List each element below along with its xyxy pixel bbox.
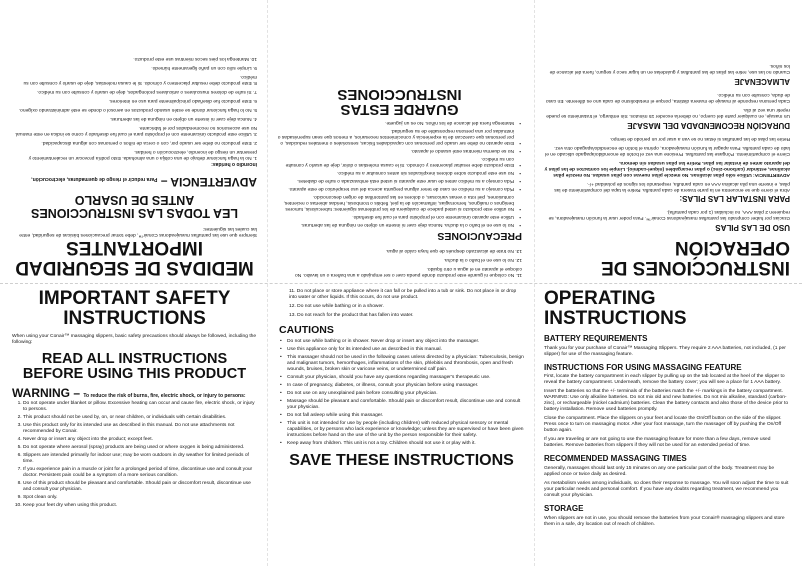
- spanish-safety-panel: [0, 0, 267, 283]
- list-item: • No utilice este producto si usted padece de cualquiera de los problemas siguientes: tuberculosis, tumores benignos o malignos, hemorragias, inflamación de la piel, flebitis o trombosis, heridas abiertas o recientes, contusiones, piel rota o venas varicosas, o dolores en las pantorrillas de origen desconocido.: [277, 193, 514, 211]
- continued-item-13: 13. Do not reach for the product that has fallen into water.: [289, 312, 414, 318]
- battery-text: Thank you for your purchase of Conair™ Massaging Slippers. They require 2 AAA batteries, not included, (1 per slipper) for use of the massaging feature.: [544, 345, 786, 357]
- massage-text-4: If you are traveling or are not going to use the massaging feature for more than a few days, remove used batteries. Remove batteries from slippers if they will not be used for an extended period of time.: [544, 437, 771, 449]
- list-item: 2. Este producto no debe ser usado por, con o cerca de niños o personas con alguna discapacidad.: [41, 139, 257, 145]
- list-item: 7. Si sufre de dolores musculares o articulares prolongados, deje de usarlo y consulte con su médico.: [37, 88, 257, 94]
- spanish-warning-text: ADVERTENCIA: Utilice sólo pilas alcalinas. No mezcle pilas nuevas con pilas usadas. No mezcle pilas alcalinas, estándar (carbono-zinc) o pilas recargables (níquel-cadmio). Limpie los contactos de las pilas y del aparato antes de instalar las pilas. Retire las pilas usadas sin demora.: [544, 159, 790, 177]
- list-item: • Massage should be pleasant and comfortable. Should pain or discomfort result, discontinue use and consult your physician.: [287, 399, 524, 411]
- safety-intro: When using your Conair™ massaging slippers, basic safety precautions should always be followed, including the following:: [12, 333, 257, 345]
- spanish-prec-lead-13: 13. No trate de alcanzarlo después de que haya caído al agua.: [385, 248, 522, 254]
- list-item: • Keep away from children. This unit is not a toy. Children should not use it or play with it.: [287, 441, 524, 447]
- list-item: • Mantenga fuera del alcance de los niños. No es un juguete.: [277, 120, 514, 126]
- safety-title: IMPORTANT SAFETY INSTRUCTIONS: [38, 288, 231, 329]
- spanish-prec-lead-11: 11. No coloque ni guarde este producto donde pueda caer o ser empujado a una bañera o un lavabo. No coloque el aparato en el agua u otro líquido.: [295, 266, 522, 277]
- list-item: 8. Use of this product should be pleasant and comfortable. Should pain or discomfort result, discontinue use and consult your physician.: [23, 481, 257, 493]
- list-item: 4. Never drop or insert any object into the product; except feet.: [23, 437, 257, 443]
- list-item: 3. Use this product only for its intended use as described in this manual. Do not use attachments not recommended by Conair.: [23, 423, 257, 435]
- list-item: • This unit is not intended for use by people (including children) with reduced physical sensory or mental capabilities, or by persons who lack experience or knowledge; unless they are supervised or have been given instructions before hand on the use of the unit by the person responsible for their safety.: [287, 421, 524, 439]
- list-item: • Use this appliance only for its intended use as described in this manual.: [287, 347, 524, 353]
- list-item: • In case of pregnancy, diabetes, or illness, consult your physician before using massager.: [287, 383, 524, 389]
- continued-item-12: 12. Do not use while bathing or in a shower.: [289, 303, 384, 309]
- list-item: • This massager should not be used in the following cases unless directed by a physician: Tuberculosis, benign and malignant tumors, hemorrhages, inflammations of the skin, phlebitis and thrombosis, open and fresh wounds, bruises, broken skin or varicose veins, or undetermined calf pain.: [287, 355, 524, 373]
- list-item: 7. If you experience pain in a muscle or joint for a prolonged period of time, discontinue use and consult your doctor. Persistent pain could be a symptom of a more serious condition.: [23, 467, 257, 479]
- cautions-list: [279, 339, 524, 447]
- list-item: 6. Slippers are intended primarily for indoor use; may be worn outdoors in dry weather for limited periods of time.: [23, 453, 257, 465]
- list-item: 10. Keep your feet dry when using this product.: [23, 503, 257, 509]
- spanish-read-all-heading: LEA TODAS LAS INSTRUCCIONES ANTES DE USARLO: [31, 193, 238, 221]
- continued-item-11: 11. Do not place or store appliance where it can fall or be pulled into a tub or sink. Do not place in or drop into water or other liquids. If this occurs, do not use product.: [289, 289, 517, 300]
- list-item: 4. Nunca deje caer ni inserte un objeto en ninguna de las aberturas.: [109, 115, 257, 121]
- battery-heading: BATTERY REQUIREMENTS: [544, 333, 648, 343]
- massage-text-2: Insert the batteries so that the +/- terminals of the batteries match the +/- markings in the battery compartment. WARNING: Use only alkaline batteries. Do not mix old and new batteries. Do not mix alkaline, standard (carbon-zinc), or rechargeable (nickel cadmium) batteries. Clean the battery contacts and also those of the device prior to battery installation. Remove used batteries promptly.: [544, 389, 789, 413]
- list-item: • Do not use on any unexplained pain before consulting your physician.: [287, 391, 524, 397]
- warning-heading: WARNING – To reduce the risk of burns, fire, electric shock, or injury to persons:: [12, 386, 246, 401]
- list-item: 8. Este producto debe resultar placentero y cómodo. Si le causa molestias, deje de usarlo y consulte con su médico.: [23, 73, 257, 85]
- list-item: • No lo use en el baño o la ducha. Nunca deje caer ni inserte un objeto en ninguna de las aberturas.: [277, 221, 514, 227]
- spanish-storage-text: Cuando no las use, retire las pilas de las pantuflas y guárdelas en un lugar seco y seguro, fuera del alcance de los niños.: [549, 63, 790, 75]
- spanish-install-text: Abra el cierre que se encuentra en la parte trasera de cada pantufla. Retire la tapa del compartimiento de las pilas, e inserte una pila alcalina AAA en cada pantufla, respetando los signos de polaridad +/-.: [554, 180, 790, 192]
- storage-text: When slippers are not in use, you should remove the batteries from your Conair® massaging slippers and store them in a safe, dry location out of reach of children.: [544, 515, 785, 527]
- list-item: 1. No la haga funcionar debajo de una cobija o una almohada. Esto podría provocar un recalentamiento y presentar un riesgo de incendio, electrocución o heridas.: [28, 148, 257, 160]
- operating-panel: [534, 283, 802, 566]
- cautions-heading: CAUTIONS: [279, 323, 334, 336]
- massage-heading: INSTRUCTIONS FOR USING MASSAGING FEATURE: [544, 362, 742, 372]
- spanish-storage-heading: ALMACENAJE: [734, 77, 790, 87]
- storage-heading: STORAGE: [544, 503, 584, 513]
- spanish-precautions-list: [277, 120, 522, 228]
- spanish-warning-heading: ADVERTENCIA – Para reducir el riesgo de quemaduras, electrocución, incendio o heridas:: [31, 161, 257, 189]
- list-item: • Do not use while bathing or in shower. Never drop or insert any object into the massager.: [287, 339, 524, 345]
- safety-list: [12, 401, 257, 509]
- list-item: 9. Spot clean only.: [23, 495, 257, 501]
- spanish-remove-text: Retire las pilas de las pantuflas si éstas no se van a usar por un periodo de tiempo.: [609, 135, 790, 141]
- list-item: 6. Este producto fue diseñado principalmente para uso en interiores.: [108, 97, 257, 103]
- spanish-onoff-text: Cierre el compartimiento. Póngase las pantuflas. Presione una vez el botón de encendido/apagado ubicado en el lado de cada pantufla. Para apagar la función masajeadora, oprima el botón de encendido/apagado otra vez.: [545, 144, 790, 156]
- spanish-precautions-panel: [267, 0, 534, 283]
- operating-title: OPERATING INSTRUCTIONS: [544, 288, 687, 329]
- cautions-panel: [267, 283, 534, 566]
- spanish-prec-lead-12: 12. No lo use en el baño o la ducha.: [443, 257, 522, 263]
- times-heading: RECOMMENDED MASSAGING TIMES: [544, 454, 687, 464]
- list-item: • Pida consejo a su médico en caso de tener alguna pregunta acerca del uso terapéutico de este aparato.: [277, 185, 514, 191]
- list-item: • Este producto debe resultar placentero y cómodo. Si le causa molestias o dolor, deje de usarlo y consulte con su médico.: [277, 155, 514, 167]
- list-item: • No use este producto sobre dolores inexplicados sin antes consultar a su médico.: [277, 169, 514, 175]
- list-item: 2. This product should not be used by, on, or near children, or individuals with certain disabilities.: [23, 415, 257, 421]
- list-item: • Este aparato no debe ser usado por personas con capacidades físicas, sensoriales o mentales reducidas, o por personas que carezcan de la experiencia y conocimientos necesarios, a menos que sean supervisadas o instruidas por una persona responsable de su seguridad.: [277, 127, 514, 145]
- spanish-safety-title: MEDIDAS DE SEGURIDAD IMPORTANTES: [15, 237, 254, 278]
- spanish-duration-text: Un masaje, en cualquier parte del cuerpo, no debería exceder 15 minutos. Sin embargo, el tratamiento se puede repetir una vez al día.: [546, 107, 790, 119]
- list-item: 3. Utilice este producto únicamente con el propósito para el cual fue diseñado y como se indica en este manual. No use accesorios no recomendados por el fabricante.: [14, 124, 257, 136]
- massage-text-1: First, locate the battery compartment in each slipper by pulling up on the tab located at the heel of the slipper to reveal the battery compartment. Underneath, remove the battery cover; you will see a place for 1 AAA battery.: [544, 374, 785, 386]
- list-item: 5. Do not operate where aerosol (spray) products are being used or where oxygen is being administered.: [23, 445, 257, 451]
- spanish-operating-title: INSTRUCCIONES DE OPERACIÓN: [601, 237, 790, 278]
- list-item: 1. Do not operate under blanket or pillow. Excessive heating can occur and cause fire, electric shock, or injury to persons.: [23, 401, 257, 413]
- save-instructions-heading: SAVE THESE INSTRUCTIONS: [289, 451, 514, 469]
- list-item: • Do not fall asleep while using this massager.: [287, 413, 524, 419]
- massage-text-3: Close the compartment. Place the slippers on your feet and locate the On/Off button on the side of the slipper. Press once to turn on massaging motor. After your foot massage, turn the massager off by pushing the On/Off button again.: [544, 416, 782, 434]
- spanish-precautions-heading: PRECAUCIONES: [437, 230, 522, 243]
- list-item: • Pida consejo a su médico antes de usar este aparato si usted está embarazada o sufre de diabetes.: [277, 177, 514, 183]
- list-item: • No se duerma mientras esté usando el aparato.: [277, 147, 514, 153]
- safety-panel: [0, 283, 267, 566]
- spanish-operating-panel: [534, 0, 802, 283]
- spanish-save-heading: GUARDE ESTAS INSTRUCCIONES: [337, 85, 462, 119]
- spanish-install-heading: PARA INSTALAR LAS PILAS:: [679, 194, 790, 204]
- spanish-duration-heading: DURACIÓN RECOMENDADA DEL MASAJE: [627, 120, 790, 130]
- read-all-heading: READ ALL INSTRUCTIONS BEFORE USING THIS PRODUCT: [22, 350, 247, 383]
- list-item: 9. Limpie sólo con un paño ligeramente húmedo.: [151, 64, 257, 70]
- spanish-battery-text: Gracias por haber comprado las pantuflas masajeadoras Conair™. Para poder usar la función masajeadora, se requieren 2 pilas AAA, no incluidas (1 por cada pantufla).: [548, 209, 790, 221]
- list-item: • Consult your physician, should you have any questions regarding massager's therapeutic use.: [287, 375, 524, 381]
- spanish-metabolism-text: Cada persona responde al masaje de manera distinta, porque el metabolismo de cada uno es diferente. En caso de duda, consulte con su médico.: [545, 92, 790, 104]
- list-item: 10. Mantenga los pies secos mientras use este producto.: [133, 55, 257, 61]
- list-item: 5. No lo haga funcionar donde se estén usando productos en aerosol o donde se esté administrando oxígeno.: [18, 106, 257, 112]
- times-text-1: Generally, massages should last only 15 minutes on any one particular part of the body. Treatment may be applied once or twice daily as desired.: [544, 465, 775, 477]
- spanish-safety-intro: Siempre que use las pantuflas masajeadoras Conair™, debe tomar precauciones básicas de seguridad, entre las cuales las siguientes:: [19, 226, 257, 238]
- spanish-battery-heading: USO DE LAS PILAS: [715, 223, 790, 233]
- list-item: • Utilice este aparato únicamente con el propósito para el cual fue diseñado.: [277, 213, 514, 219]
- times-text-2: As metabolism varies among individuals, so does their response to massage. You will soon adjust the time to suit your particular needs and personal comfort. If you have any doubts regarding treatment, we recommend you consult your physician.: [544, 480, 789, 498]
